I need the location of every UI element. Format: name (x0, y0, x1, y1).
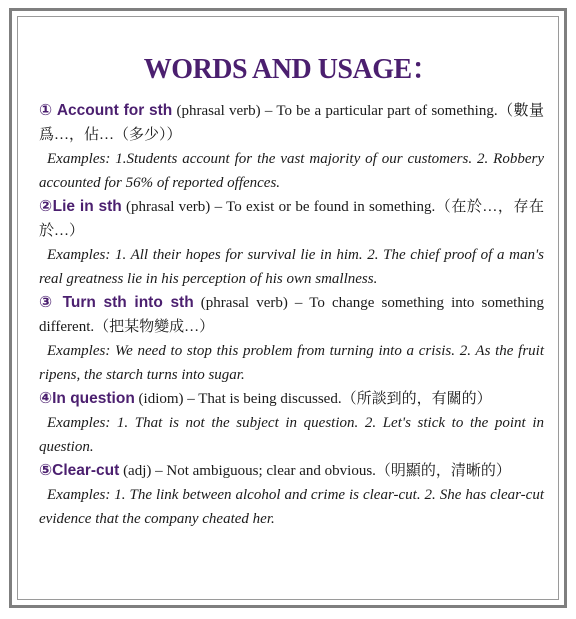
entry-account-for (39, 99, 544, 195)
document-frame (9, 8, 567, 608)
entry-examples: Examples: 1.Students account for the vast majority of our customers. 2. Robbery accounted for 56% of reported offences. (39, 151, 544, 191)
entry-term: Lie in sth (52, 198, 122, 215)
entry-definition (39, 195, 544, 243)
entry-term: In question (52, 390, 135, 407)
entry-number: ⑤ (39, 462, 53, 479)
entry-number: ④ (39, 390, 53, 407)
entry-term: Turn sth into sth (62, 294, 194, 311)
entry-examples: Examples: 1. The link between alcohol and crime is clear-cut. 2. She has clear-cut evidence that the company cheated her. (39, 487, 544, 527)
entry-examples: Examples: We need to stop this problem from turning into a crisis. 2. As the fruit ripens, the starch turns into sugar. (39, 343, 544, 383)
entry-term: Clear-cut (52, 462, 120, 479)
entry-term: Account for sth (56, 102, 173, 119)
entry-turn-into (39, 291, 544, 387)
entry-definition-text: (phrasal verb) – To be a particular part of something.（數量爲…，佔…（多少）） (39, 103, 544, 143)
entry-examples: Examples: 1. That is not the subject in question. 2. Let's stick to the point in question. (39, 415, 544, 455)
entry-definition-text: (phrasal verb) – To exist or be found in something.（在於…，存在於…） (39, 199, 544, 239)
entry-definition (39, 387, 544, 411)
entry-number: ① (39, 102, 53, 119)
entry-lie-in (39, 195, 544, 291)
entry-definition-text: (idiom) – That is being discussed.（所談到的，有關的） (134, 391, 492, 407)
entry-examples: Examples: 1. All their hopes for survival lie in him. 2. The chief proof of a man's real greatness lie in his perception of his own smallness. (39, 247, 544, 287)
entry-definition-text: (adj) – Not ambiguous; clear and obvious.（明顯的，清晰的） (119, 463, 511, 479)
entry-definition (39, 99, 544, 147)
entry-definition-text: (phrasal verb) – To change something into something different.（把某物變成…） (39, 295, 545, 335)
entry-definition (39, 459, 544, 483)
entry-number: ③ (39, 294, 56, 311)
document-content (17, 16, 559, 600)
entry-in-question (39, 387, 544, 459)
page-title: WORDS AND USAGE： (143, 54, 440, 85)
entry-number: ② (39, 198, 53, 215)
entry-definition (39, 291, 544, 339)
entry-clear-cut (39, 459, 544, 531)
